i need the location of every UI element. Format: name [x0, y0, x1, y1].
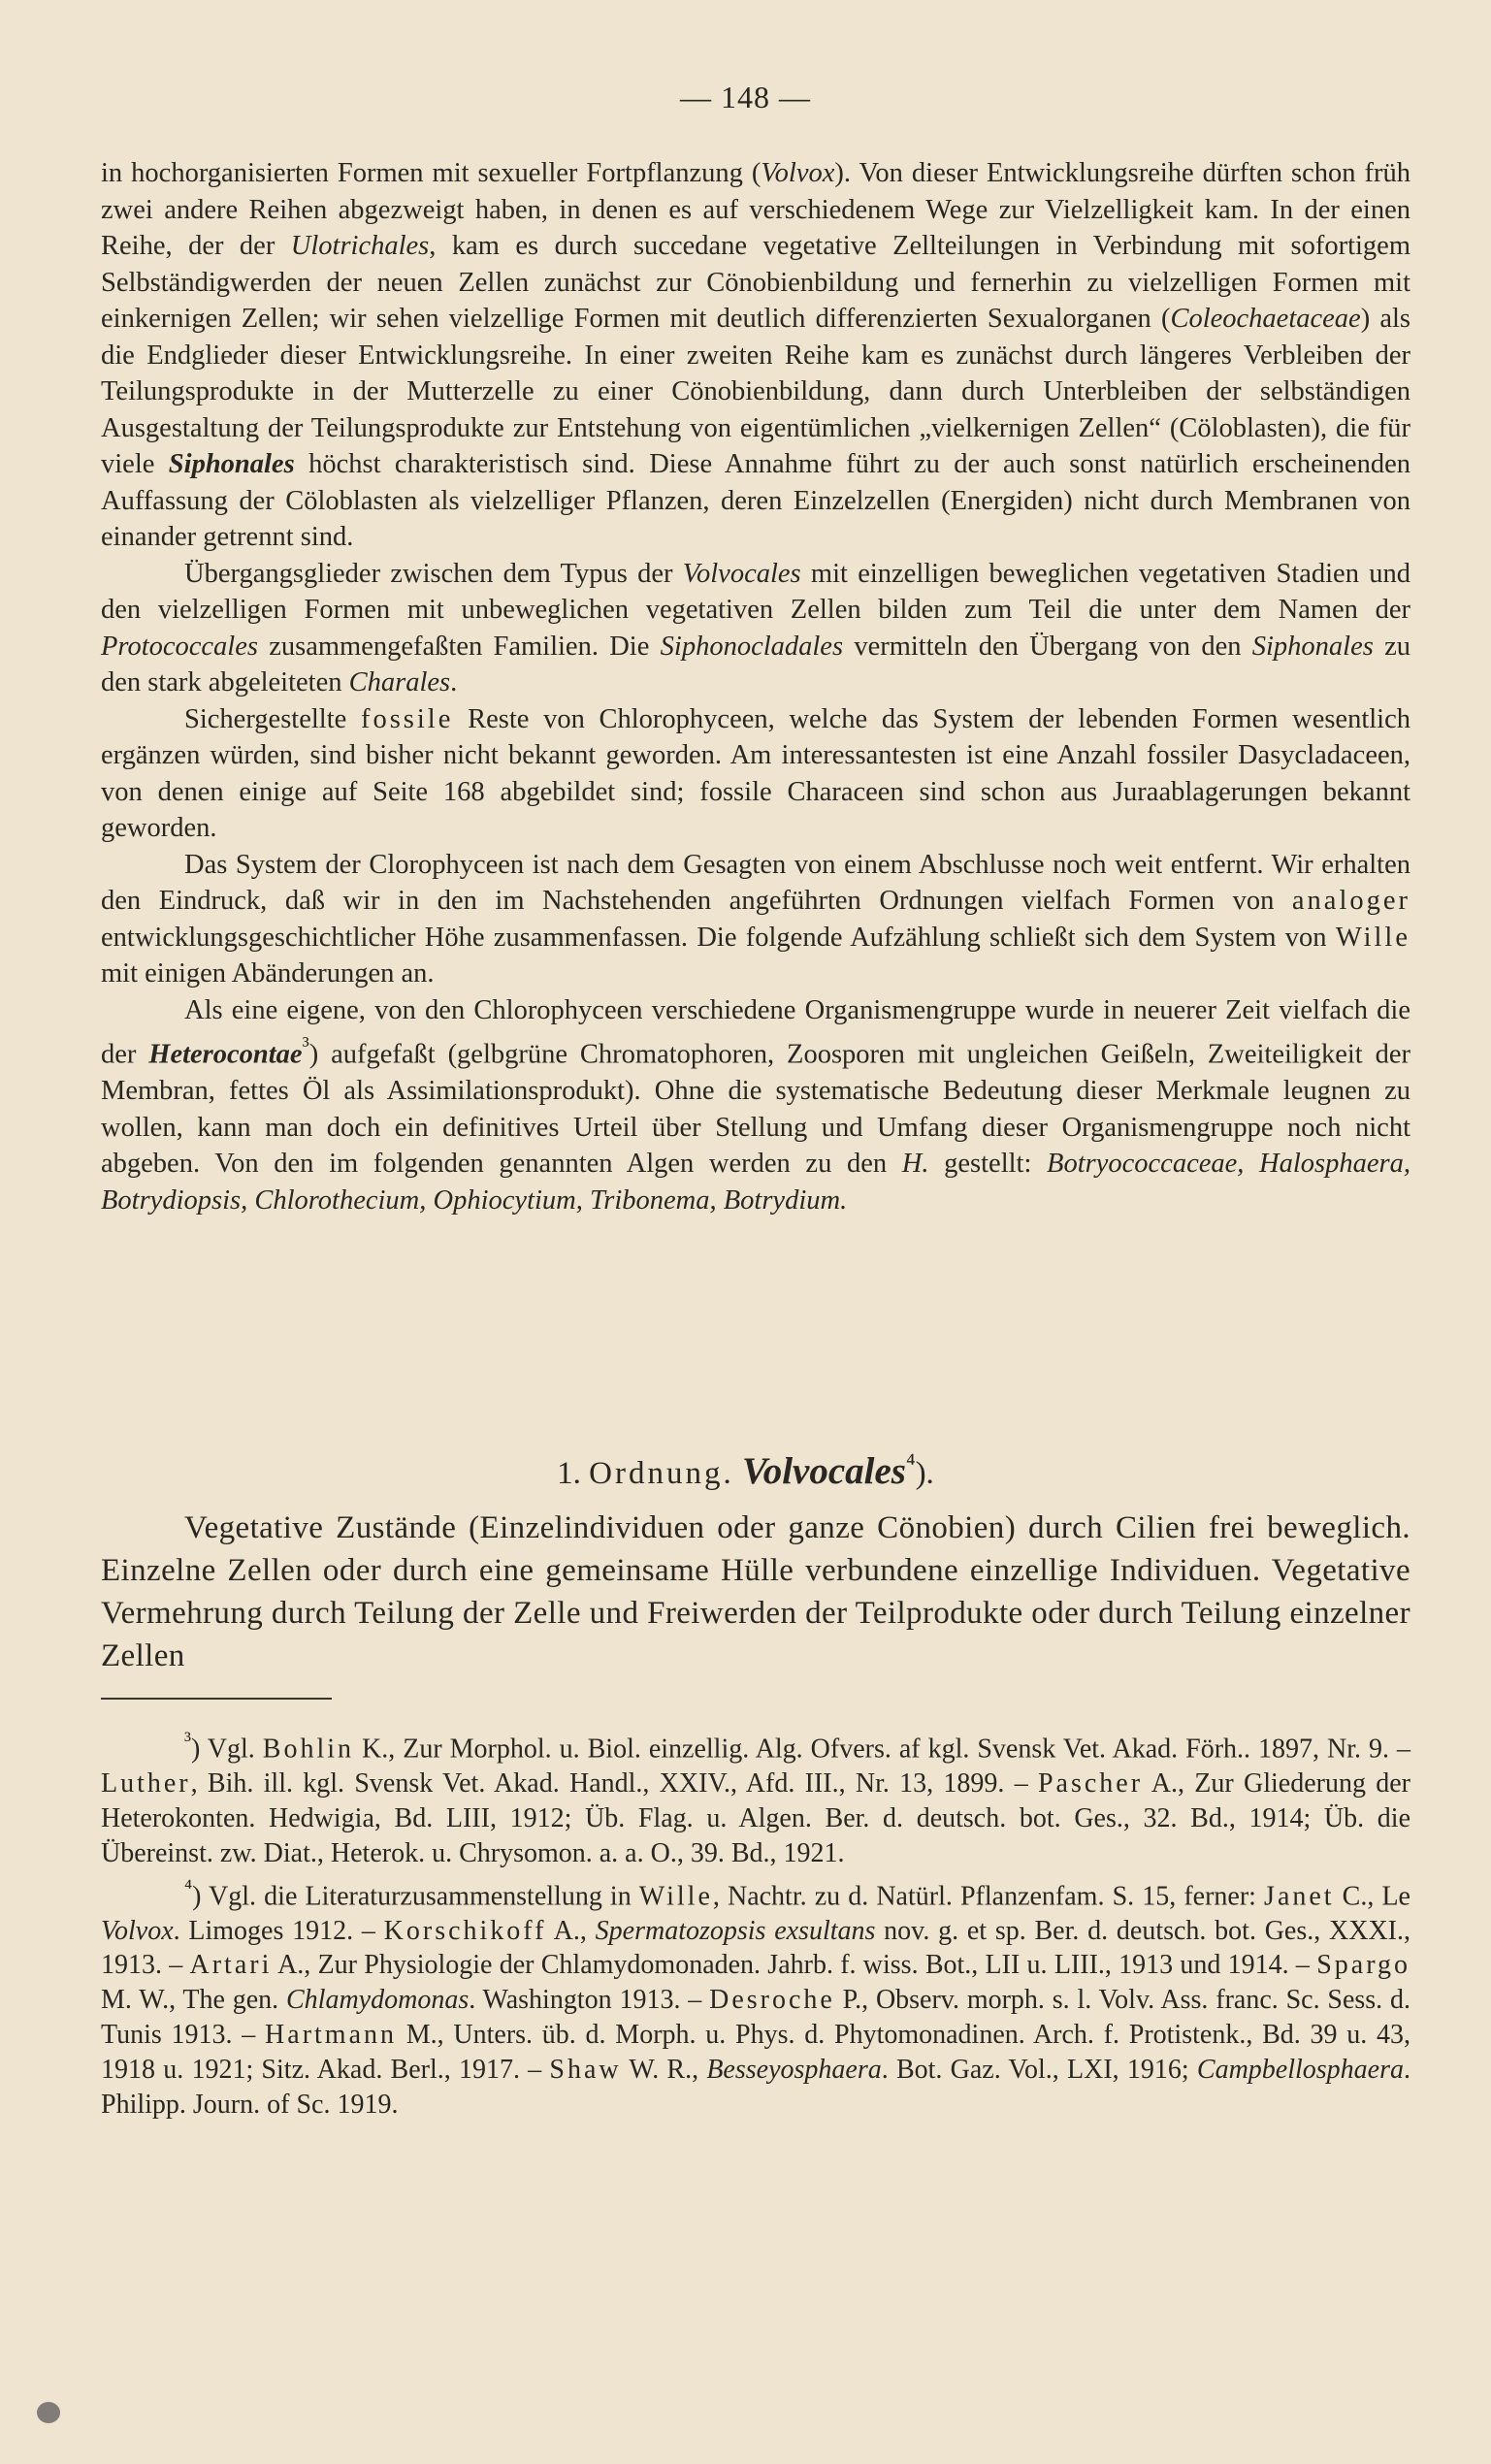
text-run: P., Observ. morph. s. l. Volv. Ass. franc. Sc. Sess. d. Tunis 1913. –: [101, 1985, 1411, 2051]
author-name: analoger: [1291, 886, 1410, 916]
text-run: ) Vgl. die Literaturzusammenstellung in: [192, 1880, 639, 1911]
order-description-text: Vegetative Zustände (Einzelindividuen oder ganze Cönobien) durch Cilien frei beweglich. Einzelne Zellen oder durch eine gemeinsame Hülle verbundene einzellige Individuen. Vegetative Vermehrung durch Teilung der Zelle und Freiwerden der Teilprodukte oder durch Teilung einzelner Zellen: [101, 1510, 1410, 1673]
author-name: Hartmann: [265, 2020, 398, 2051]
text-run: zu den stark abgeleiteten: [101, 631, 1411, 697]
italic-term: Volvox: [101, 1915, 174, 1946]
paragraph-transition: [101, 556, 1410, 701]
paragraph-fossils: [101, 701, 1410, 847]
text-run: Sichergestellte: [184, 703, 361, 734]
text-run: in hochorganisierten Formen mit sexueller Fortpflanzung (: [101, 158, 762, 188]
text-run: , Nachtr. zu d. Natürl. Pflanzenfam. S. 15, ferner:: [712, 1880, 1265, 1911]
italic-term: Besseyosphaera: [706, 2054, 882, 2085]
order-close: ).: [915, 1456, 934, 1491]
text-run: Übergangsglieder zwischen dem Typus der: [184, 558, 683, 589]
italic-term: Coleochaetaceae: [1170, 304, 1361, 334]
order-number: 1.: [557, 1456, 581, 1491]
italic-term: Volvocales: [682, 558, 801, 589]
text-run: ) als die Endglieder dieser Entwicklungsreihe. In einer zweiten Reihe kam es zunächst durch längeres Verbleiben der Teilungsprodukte in der Mutterzelle zu einer Cönobienbildung, dann durch Unterbleiben der selbständigen Ausgestaltung der Teilungsprodukte zur Entstehung von eigentümlichen „vielkernigen Zellen“ (Cöloblasten), die für viele: [101, 304, 1410, 479]
author-name: Janet: [1264, 1880, 1335, 1911]
italic-term: Protococcales: [101, 631, 258, 662]
author-name: Shaw: [549, 2054, 622, 2085]
author-name: Bohlin: [262, 1734, 355, 1765]
footnote-3: [101, 1724, 1410, 1871]
text-run: A., Zur Gliederung der Heterokonten. Hedwigia, Bd. LIII, 1912; Üb. Flag. u. Algen. Ber. d. deutsch. bot. Ges., 32. Bd., 1914; Üb. die Übereinst. zw. Diat., Heterok. u. Chrysomon. a. a. O., 39. Bd., 1921.: [101, 1768, 1410, 1868]
order-footnote-mark: ⁴: [905, 1447, 916, 1477]
text-run: .: [450, 667, 458, 697]
italic-term: Chlamydomonas: [286, 1985, 470, 2016]
text-run: entwicklungsgeschichtlicher Höhe zusammenfassen. Die folgende Aufzählung schließt sich dem System von: [101, 922, 1336, 953]
italic-term: H.: [901, 1149, 929, 1179]
author-name: Wille: [1335, 922, 1410, 953]
text-run: A.,: [546, 1915, 596, 1946]
italic-term: Botryococcaceae, Halosphaera, Botrydiopsis, Chlorothecium, Ophiocytium, Tribonema, Botrydium.: [101, 1149, 1410, 1216]
italic-term: Ulotrichales: [290, 231, 430, 261]
text-run: . Washington 1913. –: [469, 1985, 710, 2016]
text-run: höchst charakteristisch sind. Diese Annahme führt zu der auch sonst natürlich erscheinenden Auffassung der Cöloblasten als vielzelliger Pflanzen, deren Einzelzellen (Energiden) nicht durch Membranen von einander getrennt sind.: [101, 449, 1410, 552]
footnote-4: [101, 1871, 1410, 2123]
text-run: mit einzelligen beweglichen vegetativen Stadien und den vielzelligen Formen mit unbeweglichen vegetativen Zellen bilden zum Teil die unter dem Namen der: [101, 558, 1410, 625]
page-number: — 148 —: [680, 80, 811, 114]
text-run: , kam es durch succedane vegetative Zellteilungen in Verbindung mit sofortigem Selbständigwerden der neuen Zellen zunächst zur Cönobienbildung und fernerhin zu vielzelligen Formen mit einkernigen Zellen; wir sehen vielzellige Formen mit deutlich differenzierten Sexualorganen (: [101, 231, 1410, 334]
text-run: . Bot. Gaz. Vol., LXI, 1916;: [881, 2054, 1197, 2085]
text-run: , Bih. ill. kgl. Svensk Vet. Akad. Handl., XXIV., Afd. III., Nr. 13, 1899. –: [190, 1768, 1038, 1799]
italic-term: Charales: [348, 667, 451, 697]
italic-term: Volvox: [761, 158, 835, 188]
footnote-mark: ³: [184, 1728, 191, 1753]
text-run: K., Zur Morphol. u. Biol. einzellig. Alg. Ofvers. af kgl. Svensk Vet. Akad. Förh.. 1897, Nr. 9. –: [354, 1734, 1410, 1765]
order-word: Ordnung.: [589, 1456, 734, 1491]
text-run: A., Zur Physiologie der Chlamydomonaden. Jahrb. f. wiss. Bot., LII u. LIII., 1913 und 1914. –: [272, 1950, 1317, 1981]
author-name: Desroche: [709, 1985, 835, 2016]
text-run: vermitteln den Übergang von den: [843, 631, 1252, 662]
order-name: Volvocales: [742, 1450, 906, 1492]
order-description: [101, 1507, 1410, 1677]
italic-term: Campbellosphaera: [1196, 2054, 1404, 2085]
text-run: ) Vgl.: [191, 1734, 263, 1765]
text-run: zusammengefaßten Familien. Die: [257, 631, 661, 662]
italic-term: Spermatozopsis exsultans: [595, 1915, 876, 1946]
text-run: M. W., The gen.: [101, 1985, 286, 2016]
paragraph-heterocontae: [101, 992, 1410, 1219]
paragraph-intro: [101, 155, 1410, 556]
author-name: Korschikoff: [383, 1915, 547, 1946]
text-run: ) aufgefaßt (gelbgrüne Chromatophoren, Zoosporen mit ungleichen Geißeln, Zweiteiligkeit der Membran, fettes Öl als Assimilationsprodukt). Ohne die systematische Bedeutung dieser Merkmale leugnen zu wollen, kann man doch ein definitives Urteil über Stellung und Umfang dieser Organismengruppe noch nicht abgeben. Von den im folgenden genannten Algen werden zu den: [101, 1039, 1410, 1179]
bold-italic-term: Heterocontae: [148, 1039, 303, 1070]
footnotes: [101, 1724, 1410, 2122]
author-name: Wille: [638, 1880, 713, 1911]
paragraph-system: [101, 847, 1410, 992]
section-heading: [0, 1447, 1491, 1493]
italic-term: Siphonales: [1251, 631, 1374, 662]
text-run: ). Von dieser Entwicklungsreihe dürften schon früh zwei andere Reihen abgezweigt haben, in denen es auf verschiedenem Wege zur Vielzelligkeit kam. In der einen Reihe, der der: [101, 158, 1410, 261]
author-name: Pascher: [1037, 1768, 1144, 1799]
text-run: Reste von Chlorophyceen, welche das System der lebenden Formen wesentlich ergänzen würden, sind bisher nicht bekannt geworden. Am interessantesten ist eine Anzahl fossiler Dasycladaceen, von denen einige auf Seite 168 abgebildet sind; fossile Characeen sind schon aus Juraablagerungen bekannt geworden.: [101, 703, 1410, 843]
body-text: [101, 155, 1410, 1218]
text-run: . Limoges 1912. –: [173, 1915, 384, 1946]
text-run: Als eine eigene, von den Chlorophyceen verschiedene Organismengruppe wurde in neuerer Zeit vielfach die der: [101, 994, 1410, 1070]
ink-spot: [37, 2402, 60, 2423]
text-run: Das System der Clorophyceen ist nach dem Gesagten von einem Abschlusse noch weit entfernt. Wir erhalten den Eindruck, daß wir in den im Nachstehenden angeführten Ordnungen vielfach Formen von: [101, 849, 1410, 916]
footnote-mark: ³: [302, 1033, 309, 1058]
bold-italic-term: Siphonales: [168, 449, 295, 479]
text-run: M., Unters. üb. d. Morph. u. Phys. d. Phytomonadinen. Arch. f. Protistenk., Bd. 39 u. 43, 1918 u. 1921; Sitz. Akad. Berl., 1917. –: [101, 2020, 1410, 2085]
author-name: Luther: [101, 1768, 191, 1799]
footnote-mark: ⁴: [184, 1874, 193, 1900]
footnote-rule: [101, 1698, 332, 1700]
author-name: Artari: [189, 1950, 273, 1981]
text-run: C., Le: [1334, 1880, 1410, 1911]
text-run: gestellt:: [928, 1149, 1048, 1179]
author-name: Spargo: [1316, 1950, 1411, 1981]
author-name: fossile: [360, 703, 454, 734]
text-run: mit einigen Abänderungen an.: [101, 958, 435, 989]
text-run: nov. g. et sp. Ber. d. deutsch. bot. Ges., XXXI., 1913. –: [101, 1915, 1410, 1981]
text-run: W. R.,: [621, 2054, 707, 2085]
italic-term: Siphonocladales: [660, 631, 844, 662]
text-run: . Philipp. Journ. of Sc. 1919.: [101, 2054, 1410, 2120]
